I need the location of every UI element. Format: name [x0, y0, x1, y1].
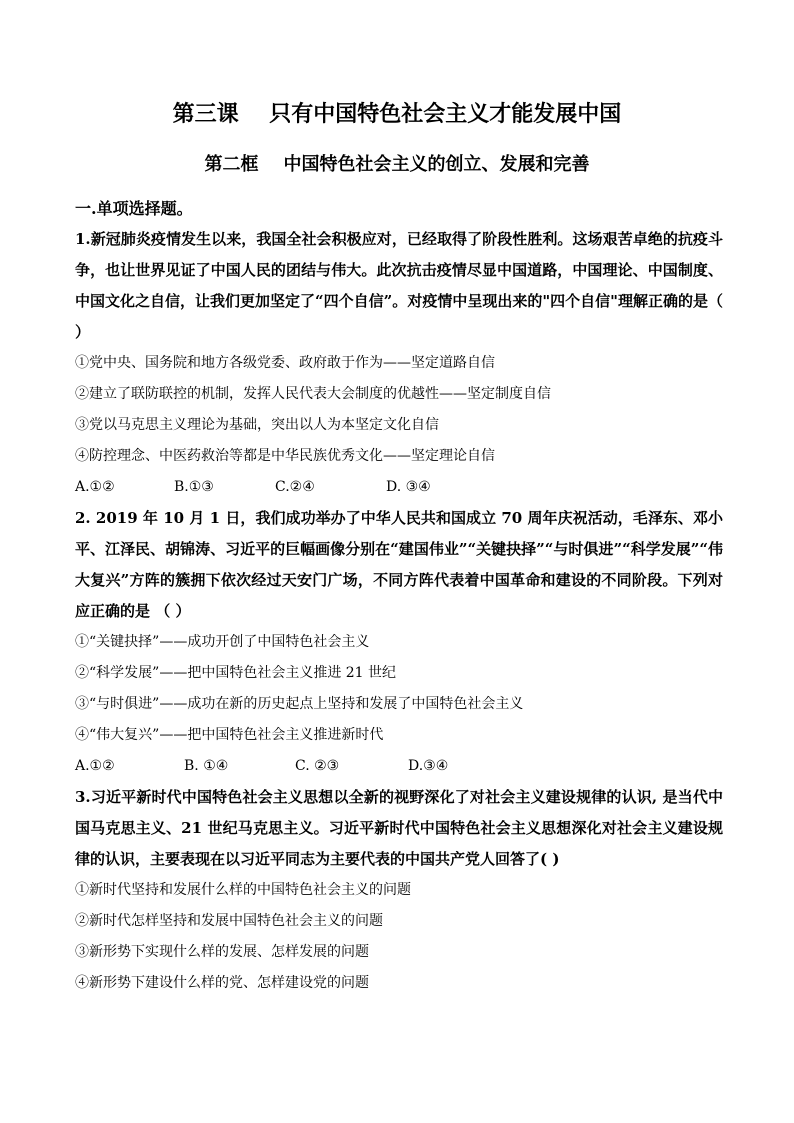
question-1 [75, 224, 723, 503]
option-item: ②“科学发展”——把中国特色社会主义推进 21 世纪 [75, 665, 397, 681]
question-list [75, 224, 723, 999]
question-stem: 2. 2019 年 10 月 1 日，我们成功举办了中华人民共和国成立 70 周年庆祝活动，毛泽东、邓小平、江泽民、胡锦涛、习近平的巨幅画像分别在“建国伟业”“关键抉择”“与时俱进”“科学发展”“伟大复兴”方阵的簇拥下依次经过天安门广场，不同方阵代表着中国革命和建设的不同阶段。下列对应正确的是 （ ） [75, 509, 723, 620]
question-3 [75, 782, 723, 999]
answer-choice-d: D. ③④ [386, 479, 431, 495]
section-heading: 一.单项选择题。 [75, 199, 193, 218]
answer-choice-b: B. ①④ [184, 758, 229, 774]
option-item: ④新形势下建设什么样的党、怎样建设党的问题 [75, 975, 369, 991]
frame-title: 第二框 中国特色社会主义的创立、发展和完善 [204, 154, 590, 175]
option-item: ④“伟大复兴”——把中国特色社会主义推进新时代 [75, 727, 384, 743]
option-item: ③党以马克思主义理论为基础，突出以人为本坚定文化自信 [75, 417, 439, 433]
answer-choice-c: C.②④ [275, 479, 315, 495]
option-item: ①“关键抉择”——成功开创了中国特色社会主义 [75, 634, 370, 650]
answer-choice-a: A.①② [75, 758, 115, 774]
option-item: ①新时代坚持和发展什么样的中国特色社会主义的问题 [75, 882, 411, 898]
option-item: ②建立了联防联控的机制，发挥人民代表大会制度的优越性——坚定制度自信 [75, 386, 551, 402]
lesson-title: 第三课 只有中国特色社会主义才能发展中国 [172, 101, 622, 127]
question-stem: 1.新冠肺炎疫情发生以来，我国全社会积极应对，已经取得了阶段性胜利。这场艰苦卓绝的抗疫斗争，也让世界见证了中国人民的团结与伟大。此次抗击疫情尽显中国道路，中国理论、中国制度、中国文化之自信，让我们更加坚定了“四个自信”。对疫情中呈现出来的"四个自信"理解正确的是（ ） [75, 230, 723, 341]
option-item: ②新时代怎样坚持和发展中国特色社会主义的问题 [75, 913, 383, 929]
option-item: ③“与时俱进”——成功在新的历史起点上坚持和发展了中国特色社会主义 [75, 696, 524, 712]
option-item: ③新形势下实现什么样的发展、怎样发展的问题 [75, 944, 369, 960]
question-2 [75, 503, 723, 782]
answer-choice-c: C. ②③ [295, 758, 340, 774]
option-item: ④防控理念、中医药救治等都是中华民族优秀文化——坚定理论自信 [75, 448, 495, 464]
answer-choices [75, 751, 723, 782]
answer-choices [75, 472, 723, 503]
answer-choice-a: A.①② [75, 479, 115, 495]
answer-choice-d: D.③④ [408, 758, 449, 774]
question-stem: 3.习近平新时代中国特色社会主义思想以全新的视野深化了对社会主义建设规律的认识, 是当代中国马克思主义、21 世纪马克思主义。习近平新时代中国特色社会主义思想深化对社会主义建设规律的认识，主要表现在以习近平同志为主要代表的中国共产党人回答了( ) [75, 788, 723, 868]
option-item: ①党中央、国务院和地方各级党委、政府敢于作为——坚定道路自信 [75, 355, 495, 371]
answer-choice-b: B.①③ [174, 479, 214, 495]
